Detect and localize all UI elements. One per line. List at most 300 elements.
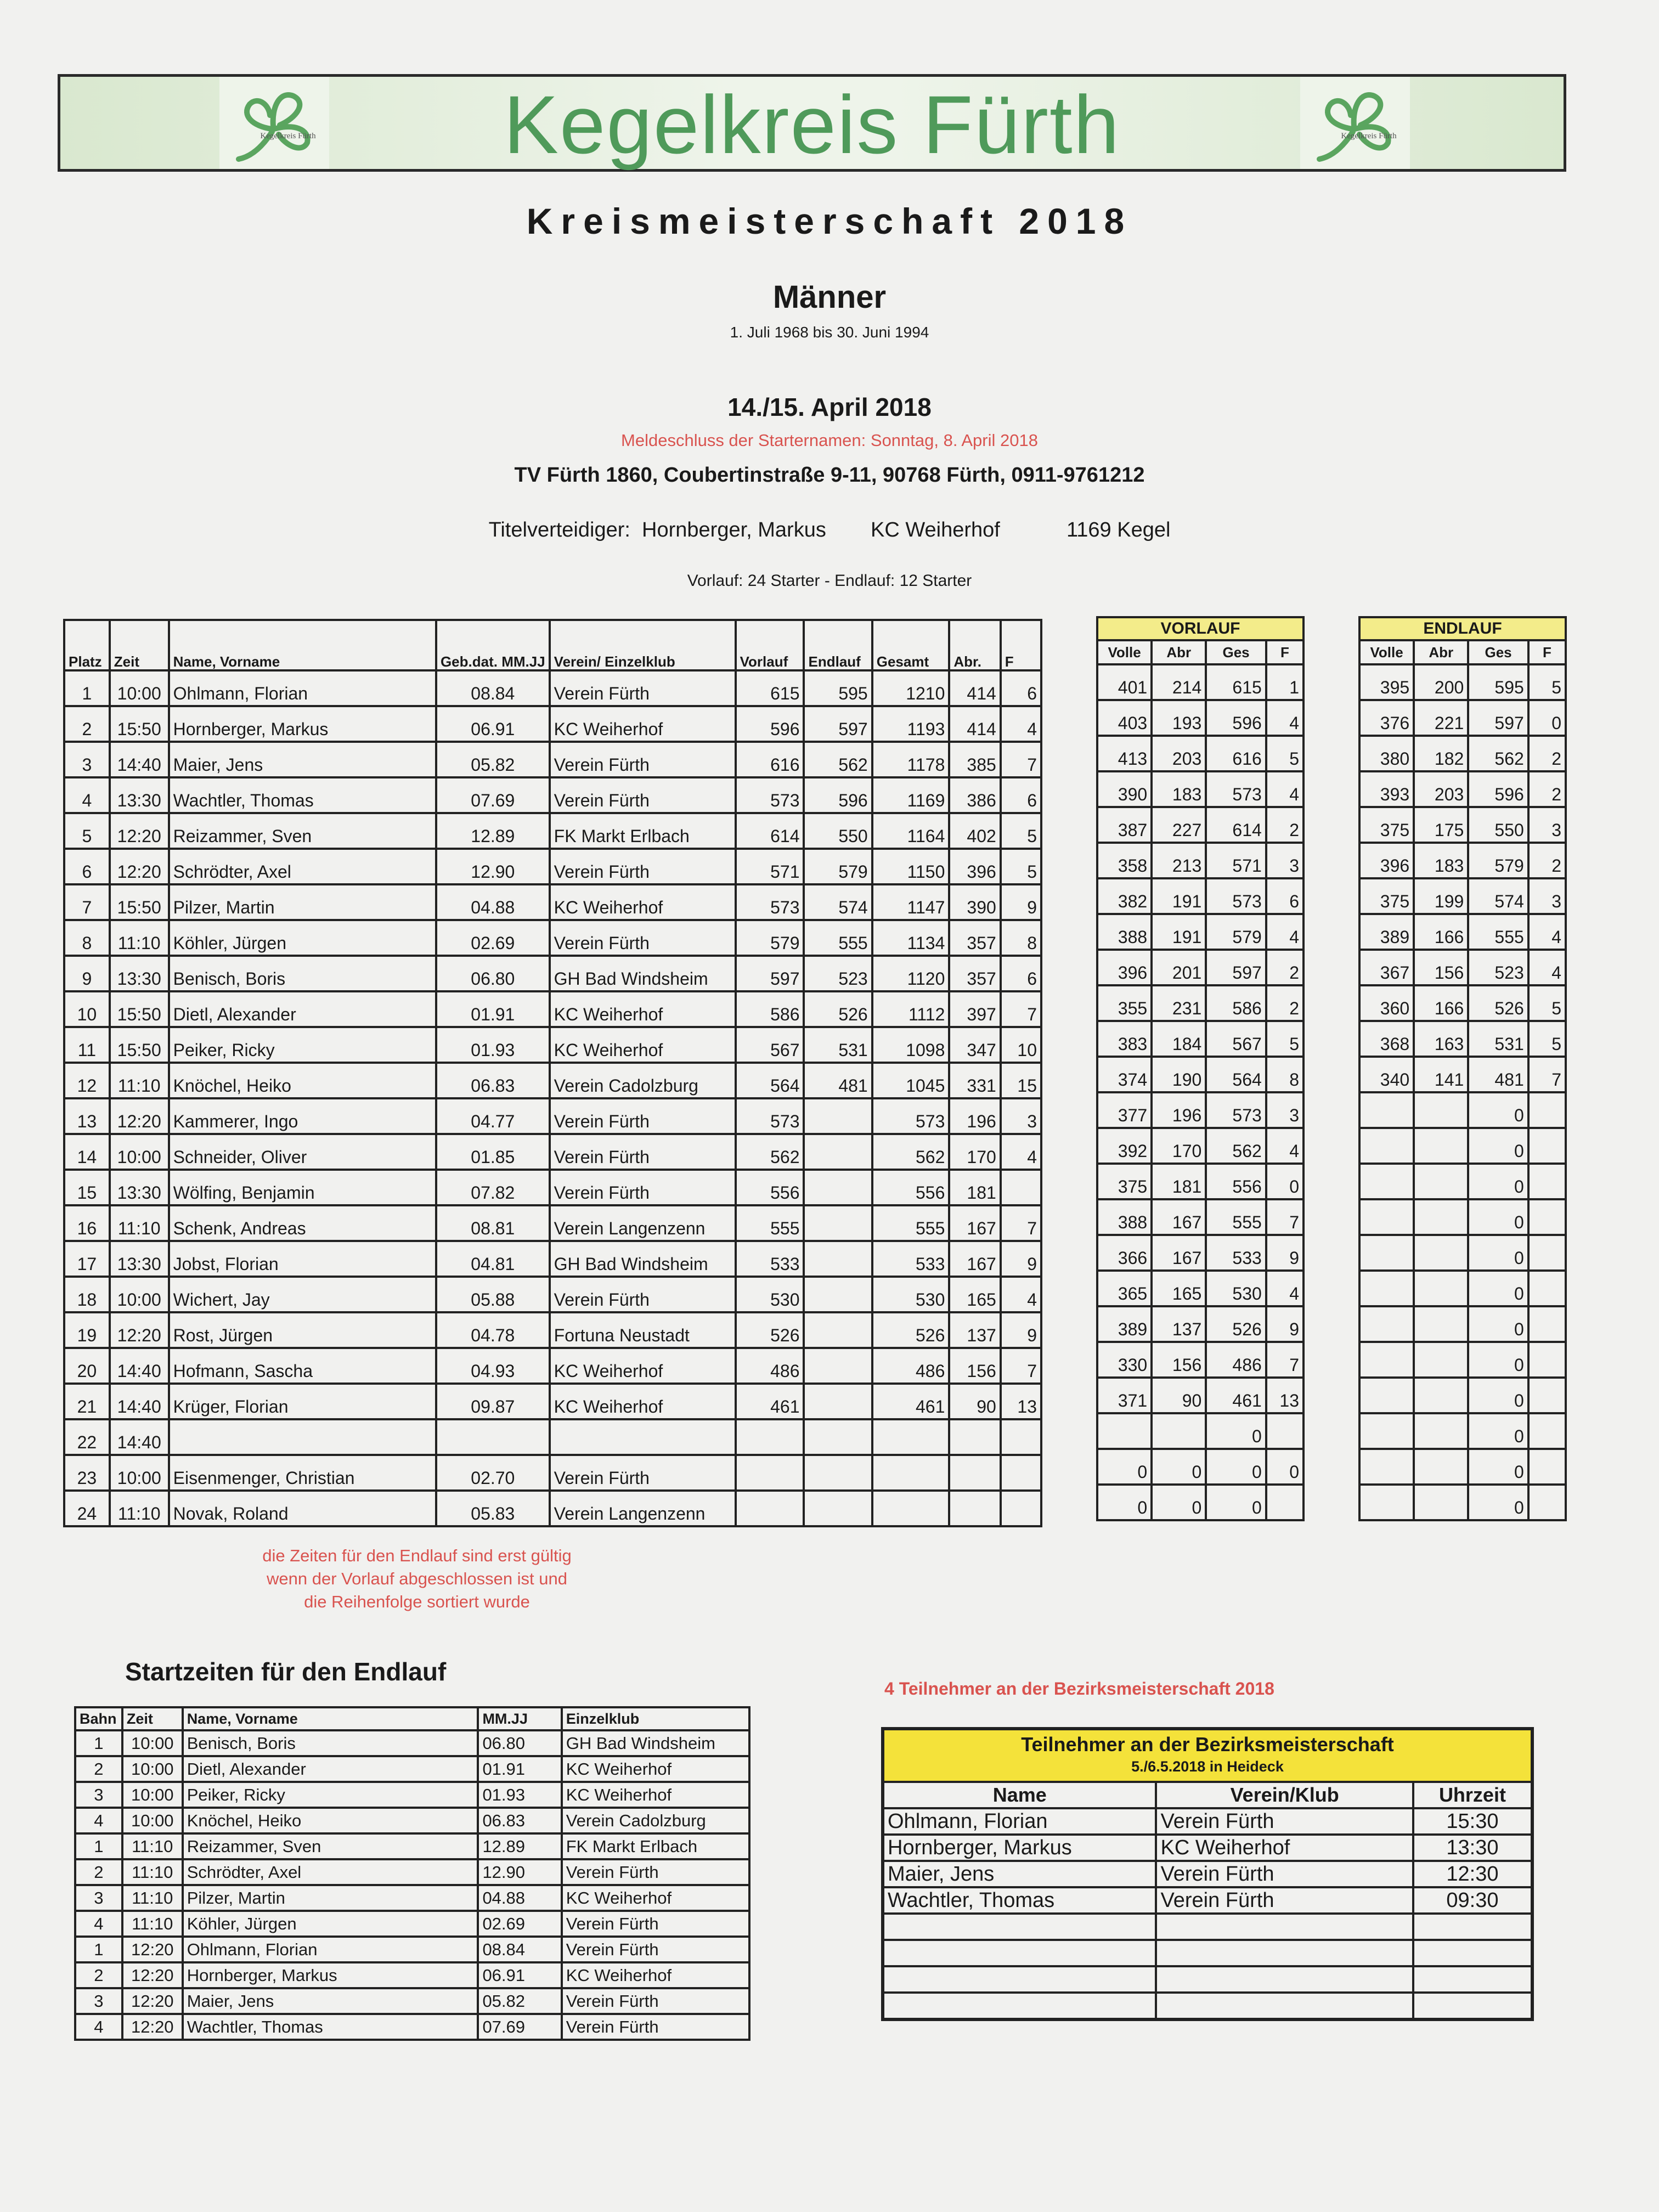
table-row: [64, 920, 1041, 956]
table-row: [1097, 1128, 1304, 1164]
table-row: [1097, 1164, 1304, 1199]
table-cell: 555: [1468, 914, 1528, 950]
table-cell: 12:20: [122, 1988, 183, 2014]
table-cell: 04.78: [436, 1312, 550, 1348]
column-header: F: [1528, 640, 1566, 664]
logo-caption: Kegelkreis Fürth: [260, 132, 316, 140]
table-cell: 05.83: [436, 1491, 550, 1526]
table-row: [1097, 1199, 1304, 1235]
table-cell: 5: [1266, 736, 1304, 771]
table-cell: 0: [1468, 1128, 1528, 1164]
table-cell: 4: [1266, 771, 1304, 807]
banner: [58, 74, 1566, 172]
table-row: [1359, 985, 1566, 1021]
table-cell: [804, 1205, 872, 1241]
table-cell: [1359, 1199, 1414, 1235]
page-title: Kreismeisterschaft 2018: [526, 201, 1133, 241]
table-cell: 531: [1468, 1021, 1528, 1057]
table-cell: 08.84: [478, 1937, 561, 1962]
table-cell: 22: [64, 1419, 110, 1455]
column-header: Volle: [1097, 640, 1152, 664]
table-cell: 533: [736, 1241, 804, 1277]
table-cell: [1359, 1164, 1414, 1199]
table-cell: 06.83: [478, 1808, 561, 1833]
table-row: [64, 884, 1041, 920]
table-cell: 533: [1206, 1235, 1266, 1271]
table-cell: 571: [736, 849, 804, 884]
table-cell: 5: [1528, 664, 1566, 700]
table-row: [883, 1835, 1532, 1861]
table-cell: 393: [1359, 771, 1414, 807]
table-cell: [1528, 1271, 1566, 1306]
column-header: Verein/ Einzelklub: [550, 620, 736, 670]
table-cell: 06.91: [436, 706, 550, 742]
table-cell: 2: [1266, 950, 1304, 985]
table-cell: Hornberger, Markus: [169, 706, 436, 742]
table-cell: 15: [1001, 1063, 1041, 1098]
table-cell: 486: [736, 1348, 804, 1384]
table-cell: 183: [1414, 843, 1468, 878]
table-cell: 5: [1001, 849, 1041, 884]
table-cell: 14:40: [110, 1348, 169, 1384]
endlauf-start-table: [74, 1706, 751, 2041]
table-cell: 12:20: [122, 2014, 183, 2040]
table-cell: 06.80: [478, 1730, 561, 1756]
table-row: [64, 1134, 1041, 1170]
table-cell: 388: [1097, 1199, 1152, 1235]
table-cell: [883, 1966, 1156, 1993]
table-cell: 0: [1468, 1199, 1528, 1235]
table-cell: [804, 1241, 872, 1277]
table-cell: 7: [1266, 1199, 1304, 1235]
table-cell: 15:50: [110, 1027, 169, 1063]
defender-club: KC Weiherhof: [870, 518, 1000, 541]
table-row: [64, 777, 1041, 813]
table-cell: 12.90: [436, 849, 550, 884]
table-cell: 596: [1206, 700, 1266, 736]
table-cell: 389: [1359, 914, 1414, 950]
table-cell: Verein Cadolzburg: [562, 1808, 749, 1833]
table-cell: 7: [1528, 1057, 1566, 1092]
table-cell: [1359, 1485, 1414, 1520]
table-cell: 371: [1097, 1378, 1152, 1413]
table-cell: 571: [1206, 843, 1266, 878]
table-cell: 10: [64, 991, 110, 1027]
table-cell: Schrödter, Axel: [169, 849, 436, 884]
table-cell: 182: [1414, 736, 1468, 771]
table-cell: 10:00: [110, 1277, 169, 1312]
table-row: [75, 1808, 749, 1833]
table-cell: 11:10: [122, 1885, 183, 1911]
table-cell: 11:10: [110, 920, 169, 956]
table-cell: 383: [1097, 1021, 1152, 1057]
table-cell: 191: [1152, 914, 1206, 950]
table-row: [64, 1491, 1041, 1526]
table-cell: Verein Fürth: [550, 1170, 736, 1205]
table-row: [64, 1205, 1041, 1241]
table-cell: 380: [1359, 736, 1414, 771]
defender-score: 1169 Kegel: [1066, 518, 1171, 541]
table-cell: 11: [64, 1027, 110, 1063]
table-cell: 167: [1152, 1199, 1206, 1235]
table-cell: [804, 1134, 872, 1170]
table-cell: 586: [736, 991, 804, 1027]
table-cell: 14:40: [110, 1419, 169, 1455]
table-cell: 10:00: [110, 1134, 169, 1170]
note-line: die Zeiten für den Endlauf sind erst gültig: [262, 1546, 572, 1565]
table-cell: 3: [1528, 878, 1566, 914]
table-cell: 16: [64, 1205, 110, 1241]
table-cell: 213: [1152, 843, 1206, 878]
table-cell: 10:00: [122, 1756, 183, 1782]
table-cell: 331: [949, 1063, 1000, 1098]
table-row: [1359, 1164, 1566, 1199]
table-cell: 167: [949, 1241, 1000, 1277]
table-cell: Peiker, Ricky: [183, 1782, 478, 1808]
table-cell: [550, 1419, 736, 1455]
table-cell: 390: [949, 884, 1000, 920]
table-cell: 2: [1266, 807, 1304, 843]
table-cell: 01.85: [436, 1134, 550, 1170]
table-cell: 355: [1097, 985, 1152, 1021]
table-cell: 214: [1152, 664, 1206, 700]
table-cell: [1156, 1914, 1413, 1940]
table-cell: 564: [736, 1063, 804, 1098]
table-cell: 556: [1206, 1164, 1266, 1199]
table-cell: 555: [872, 1205, 950, 1241]
table-row: [883, 1966, 1532, 1993]
table-cell: [1359, 1271, 1414, 1306]
table-cell: 07.82: [436, 1170, 550, 1205]
table-cell: 166: [1414, 914, 1468, 950]
column-header: Name, Vorname: [169, 620, 436, 670]
table-cell: Verein Fürth: [550, 849, 736, 884]
defender-name: Hornberger, Markus: [642, 518, 826, 541]
table-row: [1097, 1057, 1304, 1092]
table-cell: 13:30: [110, 956, 169, 991]
table-cell: 573: [1206, 771, 1266, 807]
table-cell: Wölfing, Benjamin: [169, 1170, 436, 1205]
table-cell: 170: [1152, 1128, 1206, 1164]
table-cell: 3: [75, 1988, 122, 2014]
table-cell: 10:00: [122, 1808, 183, 1833]
table-cell: 0: [1528, 700, 1566, 736]
table-cell: Kammerer, Ingo: [169, 1098, 436, 1134]
table-cell: 562: [1468, 736, 1528, 771]
table-cell: 396: [1359, 843, 1414, 878]
table-cell: Eisenmenger, Christian: [169, 1455, 436, 1491]
table-cell: 191: [1152, 878, 1206, 914]
table-cell: 461: [736, 1384, 804, 1419]
table-row: [1097, 1342, 1304, 1378]
table-cell: 203: [1152, 736, 1206, 771]
table-cell: 367: [1359, 950, 1414, 985]
table-row: [1359, 1092, 1566, 1128]
table-cell: KC Weiherhof: [1156, 1835, 1413, 1861]
table-cell: 573: [1206, 878, 1266, 914]
table-cell: 90: [1152, 1378, 1206, 1413]
table-cell: 10:00: [122, 1782, 183, 1808]
table-cell: 533: [872, 1241, 950, 1277]
registration-deadline: Meldeschluss der Starternamen: Sonntag, 8. April 2018: [621, 431, 1038, 450]
table-cell: 5: [1528, 985, 1566, 1021]
table-cell: 0: [1097, 1485, 1152, 1520]
table-cell: 481: [804, 1063, 872, 1098]
endlauf-header-row: [1359, 640, 1566, 664]
bezirk-subtitle: 5./6.5.2018 in Heideck: [1131, 1758, 1284, 1775]
table-cell: 13:30: [1413, 1835, 1532, 1861]
table-cell: 07.69: [436, 777, 550, 813]
table-cell: Verein Fürth: [550, 1134, 736, 1170]
table-cell: 17: [64, 1241, 110, 1277]
table-row: [1097, 1092, 1304, 1128]
table-cell: Krüger, Florian: [169, 1384, 436, 1419]
table-cell: 165: [949, 1277, 1000, 1312]
table-cell: 2: [75, 1962, 122, 1988]
table-cell: 526: [872, 1312, 950, 1348]
table-cell: 200: [1414, 664, 1468, 700]
age-range: 1. Juli 1968 bis 30. Juni 1994: [730, 324, 929, 341]
table-cell: 615: [1206, 664, 1266, 700]
table-cell: 7: [1001, 742, 1041, 777]
table-cell: 227: [1152, 807, 1206, 843]
table-cell: 199: [1414, 878, 1468, 914]
table-cell: 573: [736, 884, 804, 920]
table-cell: 12:20: [110, 1312, 169, 1348]
table-cell: [1528, 1199, 1566, 1235]
table-cell: 08.84: [436, 670, 550, 706]
table-row: [1359, 1413, 1566, 1449]
table-row: [75, 1937, 749, 1962]
table-cell: Wachtler, Thomas: [183, 2014, 478, 2040]
table-cell: 141: [1414, 1057, 1468, 1092]
table-cell: 09.87: [436, 1384, 550, 1419]
table-cell: 10:00: [122, 1730, 183, 1756]
table-cell: 414: [949, 670, 1000, 706]
table-cell: 7: [1266, 1342, 1304, 1378]
table-cell: [1414, 1128, 1468, 1164]
table-cell: 531: [804, 1027, 872, 1063]
table-cell: 4: [1001, 706, 1041, 742]
bezirk-header-row: [883, 1782, 1532, 1808]
table-cell: 573: [872, 1098, 950, 1134]
table-cell: 05.82: [478, 1988, 561, 2014]
table-cell: 8: [1266, 1057, 1304, 1092]
table-cell: 357: [949, 920, 1000, 956]
table-cell: 6: [1001, 670, 1041, 706]
table-row: [64, 742, 1041, 777]
table-cell: 375: [1359, 807, 1414, 843]
table-cell: 0: [1468, 1235, 1528, 1271]
column-header: Geb.dat. MM.JJ: [436, 620, 550, 670]
table-row: [1359, 1306, 1566, 1342]
table-cell: Maier, Jens: [883, 1861, 1156, 1887]
table-row: [75, 1782, 749, 1808]
table-cell: 13: [1001, 1384, 1041, 1419]
endlauf-start-header-row: [75, 1707, 749, 1730]
table-cell: 4: [1528, 914, 1566, 950]
table-cell: 0: [1468, 1485, 1528, 1520]
bezirk-table: [881, 1727, 1534, 2021]
table-cell: Verein Langenzenn: [550, 1491, 736, 1526]
table-cell: [1528, 1092, 1566, 1128]
table-cell: 06.83: [436, 1063, 550, 1098]
table-cell: 06.80: [436, 956, 550, 991]
table-cell: 15:50: [110, 706, 169, 742]
starters-info: Vorlauf: 24 Starter - Endlauf: 12 Starter: [687, 572, 972, 590]
table-cell: Benisch, Boris: [183, 1730, 478, 1756]
table-cell: Verein Fürth: [562, 1988, 749, 2014]
column-header: Name, Vorname: [183, 1707, 478, 1730]
table-cell: 01.93: [436, 1027, 550, 1063]
table-cell: [1359, 1342, 1414, 1378]
table-cell: 401: [1097, 664, 1152, 700]
table-cell: 5: [64, 813, 110, 849]
table-cell: [1528, 1164, 1566, 1199]
table-cell: 07.69: [478, 2014, 561, 2040]
table-cell: Schrödter, Axel: [183, 1859, 478, 1885]
table-cell: Schenk, Andreas: [169, 1205, 436, 1241]
table-row: [1359, 1128, 1566, 1164]
table-cell: 14:40: [110, 1384, 169, 1419]
table-row: [1359, 914, 1566, 950]
table-cell: Köhler, Jürgen: [169, 920, 436, 956]
table-cell: [872, 1491, 950, 1526]
table-cell: 3: [1266, 1092, 1304, 1128]
table-row: [883, 1940, 1532, 1966]
table-cell: Pilzer, Martin: [169, 884, 436, 920]
table-cell: [804, 1491, 872, 1526]
table-cell: [883, 1914, 1156, 1940]
note-line: die Reihenfolge sortiert wurde: [304, 1592, 530, 1611]
table-cell: Verein Fürth: [550, 1098, 736, 1134]
table-row: [883, 1993, 1532, 2019]
table-cell: 6: [64, 849, 110, 884]
table-cell: 13:30: [110, 1170, 169, 1205]
table-cell: KC Weiherhof: [550, 1384, 736, 1419]
table-cell: 597: [736, 956, 804, 991]
table-row: [1097, 950, 1304, 985]
table-cell: [1359, 1449, 1414, 1485]
table-cell: [1266, 1485, 1304, 1520]
table-row: [1359, 1485, 1566, 1520]
table-cell: 13:30: [110, 777, 169, 813]
table-cell: 389: [1097, 1306, 1152, 1342]
table-cell: 573: [736, 777, 804, 813]
table-cell: 1193: [872, 706, 950, 742]
table-cell: 11:10: [122, 1911, 183, 1937]
table-cell: 09:30: [1413, 1887, 1532, 1914]
table-cell: 390: [1097, 771, 1152, 807]
table-cell: Verein Fürth: [1156, 1861, 1413, 1887]
table-cell: 1112: [872, 991, 950, 1027]
table-cell: 156: [949, 1348, 1000, 1384]
table-cell: 1: [75, 1730, 122, 1756]
table-cell: 1147: [872, 884, 950, 920]
table-cell: Verein Cadolzburg: [550, 1063, 736, 1098]
table-row: [64, 991, 1041, 1027]
table-cell: 20: [64, 1348, 110, 1384]
table-cell: 196: [1152, 1092, 1206, 1128]
table-cell: [1528, 1235, 1566, 1271]
table-cell: 481: [1468, 1057, 1528, 1092]
table-cell: 19: [64, 1312, 110, 1348]
endlauf-table: [1358, 616, 1567, 1521]
table-cell: 9: [1001, 884, 1041, 920]
table-cell: 165: [1152, 1271, 1206, 1306]
table-row: [1097, 736, 1304, 771]
table-cell: 530: [736, 1277, 804, 1312]
table-cell: [949, 1455, 1000, 1491]
table-cell: 530: [872, 1277, 950, 1312]
table-cell: 385: [949, 742, 1000, 777]
table-row: [64, 1348, 1041, 1384]
table-cell: [804, 1419, 872, 1455]
table-cell: 196: [949, 1098, 1000, 1134]
table-cell: 526: [804, 991, 872, 1027]
table-cell: 579: [804, 849, 872, 884]
table-cell: 616: [1206, 736, 1266, 771]
table-cell: 550: [1468, 807, 1528, 843]
table-cell: 1134: [872, 920, 950, 956]
table-cell: Dietl, Alexander: [183, 1756, 478, 1782]
table-cell: 3: [75, 1782, 122, 1808]
event-date: 14./15. April 2018: [727, 393, 932, 421]
table-cell: 9: [1001, 1312, 1041, 1348]
table-cell: 1: [1266, 664, 1304, 700]
table-cell: 12:30: [1413, 1861, 1532, 1887]
table-cell: 414: [949, 706, 1000, 742]
column-header: F: [1001, 620, 1041, 670]
table-row: [75, 1885, 749, 1911]
table-cell: 567: [736, 1027, 804, 1063]
column-header: Gesamt: [872, 620, 950, 670]
table-cell: Verein Fürth: [562, 2014, 749, 2040]
table-cell: Jobst, Florian: [169, 1241, 436, 1277]
table-cell: 13:30: [110, 1241, 169, 1277]
table-cell: [804, 1312, 872, 1348]
endlauf-title: ENDLAUF: [1359, 617, 1566, 640]
column-header: Ges: [1468, 640, 1528, 664]
table-row: [1359, 807, 1566, 843]
table-cell: 555: [1206, 1199, 1266, 1235]
table-cell: 1178: [872, 742, 950, 777]
table-cell: [1413, 1993, 1532, 2019]
table-cell: 02.69: [436, 920, 550, 956]
table-cell: 0: [1206, 1413, 1266, 1449]
table-row: [1359, 1021, 1566, 1057]
table-cell: [1001, 1170, 1041, 1205]
table-cell: 574: [1468, 878, 1528, 914]
table-cell: 193: [1152, 700, 1206, 736]
table-row: [64, 1241, 1041, 1277]
table-cell: 387: [1097, 807, 1152, 843]
title-defender: [0, 518, 1659, 542]
table-cell: [804, 1170, 872, 1205]
table-cell: 0: [1097, 1449, 1152, 1485]
column-header: Verein/Klub: [1156, 1782, 1413, 1808]
table-cell: 1098: [872, 1027, 950, 1063]
table-row: [75, 1730, 749, 1756]
table-row: [1097, 700, 1304, 736]
table-cell: 4: [1266, 914, 1304, 950]
column-header: Platz: [64, 620, 110, 670]
table-cell: [949, 1491, 1000, 1526]
table-cell: 6: [1266, 878, 1304, 914]
table-row: [64, 813, 1041, 849]
table-cell: [1413, 1914, 1532, 1940]
table-cell: Hofmann, Sascha: [169, 1348, 436, 1384]
